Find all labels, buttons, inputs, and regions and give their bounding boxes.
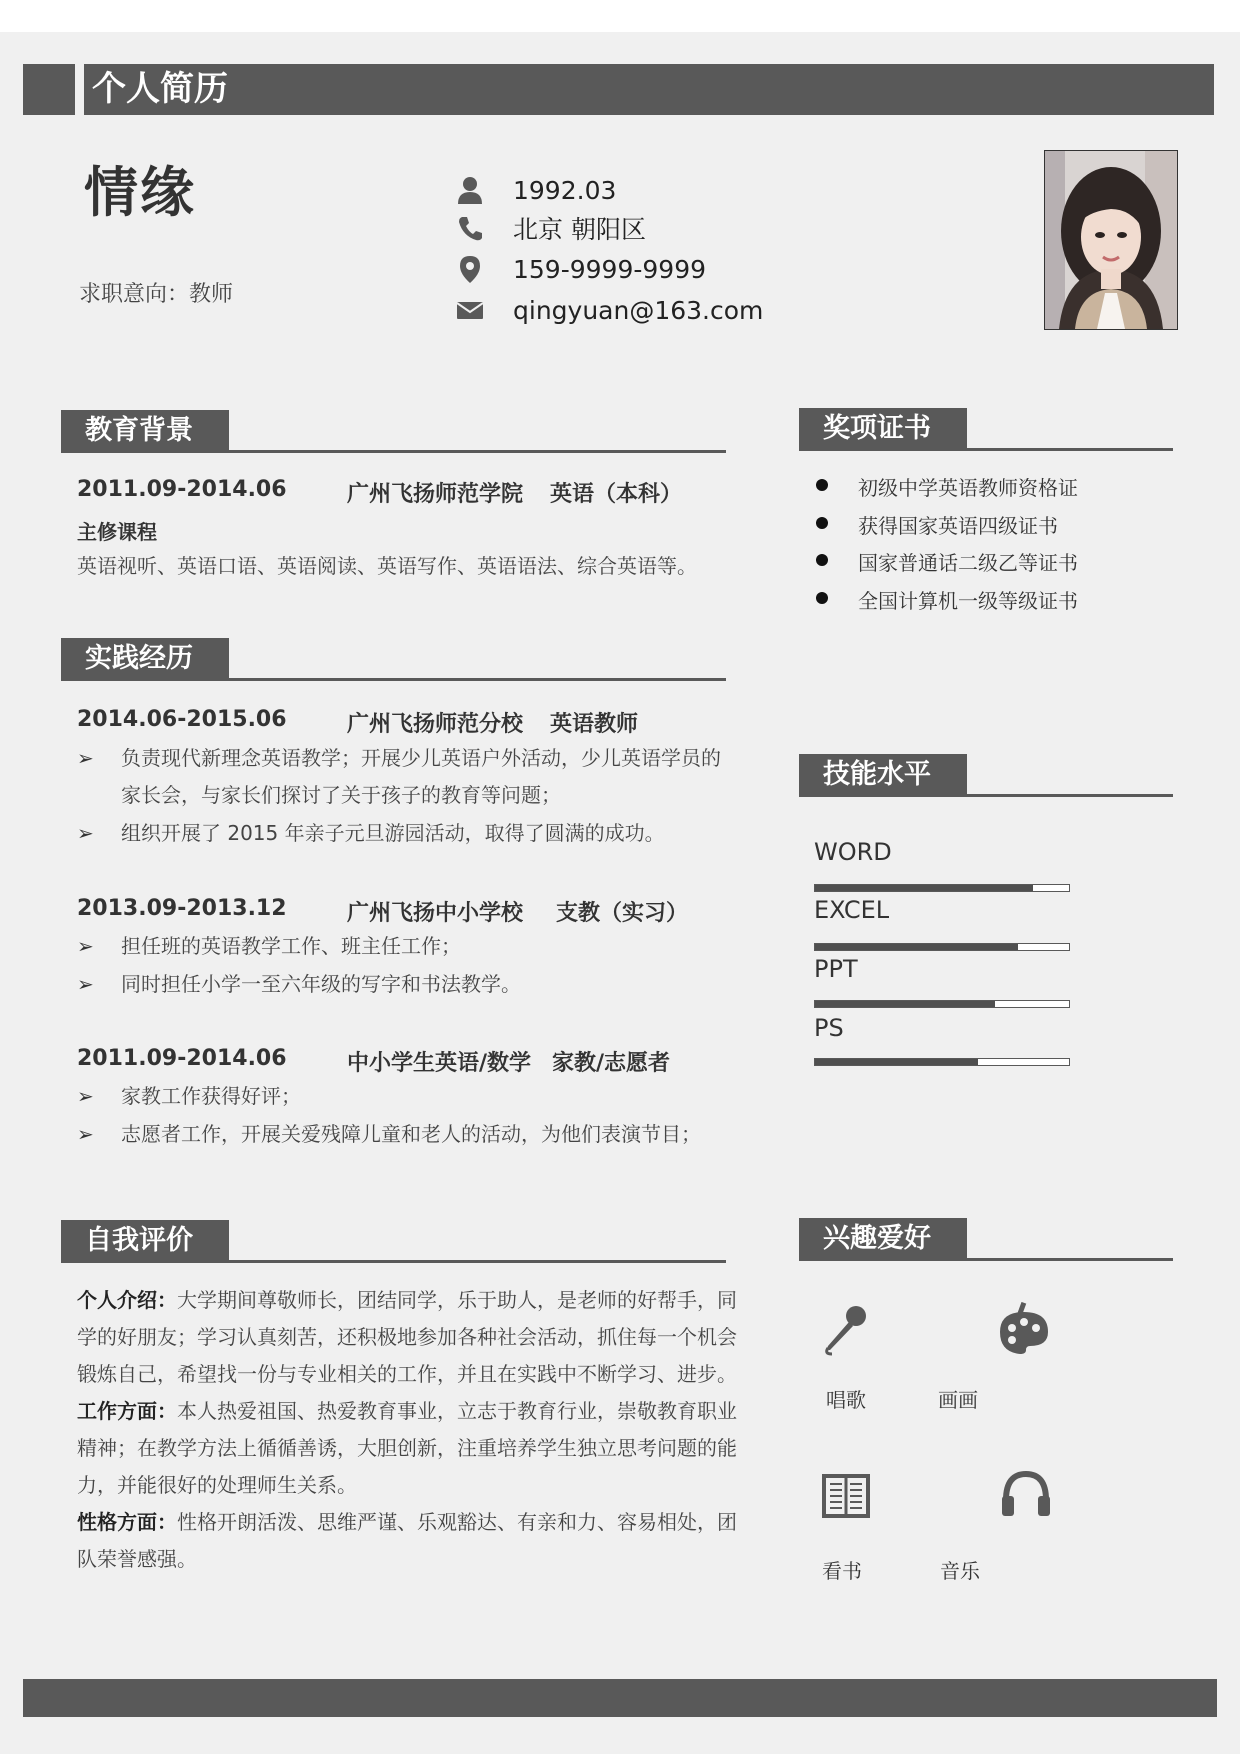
hobby-label-singing: 唱歌 [826,1388,866,1412]
job-1-role: 英语教师 [550,712,639,737]
job-2-item-2: 同时担任小学一至六年级的写字和书法教学。 [121,972,521,996]
location-pin-icon [455,254,485,284]
section-skills-line [799,794,1173,797]
education-courses-label: 主修课程 [77,520,157,544]
bullet-dot [816,554,828,566]
education-courses: 英语视听、英语口语、英语阅读、英语写作、英语语法、综合英语等。 [77,554,697,578]
self-eval-label-3: 性格方面： [77,1510,177,1534]
hobby-label-music: 音乐 [940,1559,980,1583]
job-1-item-2: 组织开展了 2015 年亲子元旦游园活动，取得了圆满的成功。 [121,821,665,845]
envelope-icon [455,295,485,325]
bullet-dot [816,479,828,491]
hobby-label-painting: 画画 [938,1388,978,1412]
section-awards-tab: 奖项证书 [799,408,967,449]
job-2-org: 广州飞扬中小学校 [347,901,524,926]
skill-bar-word [814,884,1070,892]
job-2-role: 支教（实习） [556,901,689,926]
skill-name-ppt: PPT [814,955,858,983]
info-email [455,292,763,328]
job-2-item-1: 担任班的英语教学工作、班主任工作； [121,934,461,958]
section-practice-line [61,678,726,681]
skill-name-word: WORD [814,838,892,866]
headphones-icon [998,1466,1054,1522]
arrow-bullet-icon: ➢ [77,821,94,845]
job-1-date: 2014.06-2015.06 [77,707,287,732]
arrow-bullet-icon: ➢ [77,1084,94,1108]
job-3-org: 中小学生英语/数学 [347,1051,532,1076]
section-practice-tab: 实践经历 [61,638,229,679]
section-education-line [61,450,726,453]
self-eval-label-2: 工作方面： [77,1399,177,1423]
info-birth [455,172,616,208]
email-text: qingyuan@163.com [513,295,764,325]
award-item-3: 国家普通话二级乙等证书 [858,551,1078,575]
info-phone [455,251,706,287]
self-eval-text [77,1282,737,1578]
profile-photo [1044,150,1178,330]
award-item-4: 全国计算机一级等级证书 [858,589,1078,613]
book-icon [818,1468,874,1524]
skill-fill-ppt [815,1001,995,1007]
skill-bar-excel [814,943,1070,951]
self-eval-text-1: 大学期间尊敬师长，团结同学，乐于助人，是老师的好帮手，同学的好朋友；学习认真刻苦，还积极地参加各种社会活动，抓住每一个机会锻炼自己，希望找一份与专业相关的工作，并且在实践中不断学习、进步。 [77,1288,737,1386]
bullet-dot [816,592,828,604]
job-1-org: 广州飞扬师范分校 [347,712,524,737]
arrow-bullet-icon: ➢ [77,934,94,958]
skill-name-ps: PS [814,1014,844,1042]
job-3-item-2: 志愿者工作，开展关爱残障儿童和老人的活动，为他们表演节目； [121,1122,701,1146]
banner-bar [84,64,1214,115]
arrow-bullet-icon: ➢ [77,1122,94,1146]
skill-name-excel: EXCEL [814,896,890,924]
job-3-date: 2011.09-2014.06 [77,1046,287,1071]
education-school: 广州飞扬师范学院 [347,482,524,507]
job-objective: 求职意向：教师 [79,282,234,307]
section-education-tab: 教育背景 [61,410,229,451]
palette-icon [996,1302,1052,1358]
banner-tab [23,64,75,115]
bullet-dot [816,517,828,529]
footer-bar [23,1679,1217,1717]
skill-fill-ps [815,1059,978,1065]
job-3-role: 家教/志愿者 [552,1051,671,1076]
section-awards-line [799,448,1173,451]
person-icon [455,175,485,205]
award-item-1: 初级中学英语教师资格证 [858,476,1078,500]
birth-text: 1992.03 [513,175,617,205]
section-hobbies-line [799,1258,1173,1261]
section-self-eval-tab: 自我评价 [61,1220,229,1261]
award-item-2: 获得国家英语四级证书 [858,514,1058,538]
skill-bar-ps [814,1058,1070,1066]
arrow-bullet-icon: ➢ [77,746,94,770]
self-eval-label-1: 个人介绍： [77,1288,177,1312]
education-date: 2011.09-2014.06 [77,477,287,502]
section-self-eval-line [61,1260,726,1263]
phone-icon [455,213,485,243]
arrow-bullet-icon: ➢ [77,972,94,996]
location-text: 北京 朝阳区 [513,215,646,244]
section-skills-tab: 技能水平 [799,754,967,795]
skill-fill-word [815,885,1033,891]
info-location [455,210,646,246]
self-eval-text-2: 本人热爱祖国、热爱教育事业，立志于教育行业，崇敬教育职业精神；在教学方法上循循善诱，大胆创新，注重培养学生独立思考问题的能力，并能很好的处理师生关系。 [77,1399,737,1497]
job-3-item-1: 家教工作获得好评； [121,1084,301,1108]
hobby-label-reading: 看书 [822,1559,862,1583]
job-1-item-1: 负责现代新理念英语教学；开展少儿英语户外活动，少儿英语学员的家长会，与家长们探讨了关于孩子的教育等问题； [121,746,721,807]
phone-text: 159-9999-9999 [513,254,707,284]
self-eval-text-3: 性格开朗活泼、思维严谨、乐观豁达、有亲和力、容易相处，团队荣誉感强。 [77,1510,737,1571]
skill-fill-excel [815,944,1018,950]
candidate-name: 情缘 [84,161,196,224]
page-title: 个人简历 [92,69,228,109]
microphone-icon [818,1302,874,1358]
education-major: 英语（本科） [550,482,683,507]
job-2-date: 2013.09-2013.12 [77,896,287,921]
section-hobbies-tab: 兴趣爱好 [799,1218,967,1259]
skill-bar-ppt [814,1000,1070,1008]
